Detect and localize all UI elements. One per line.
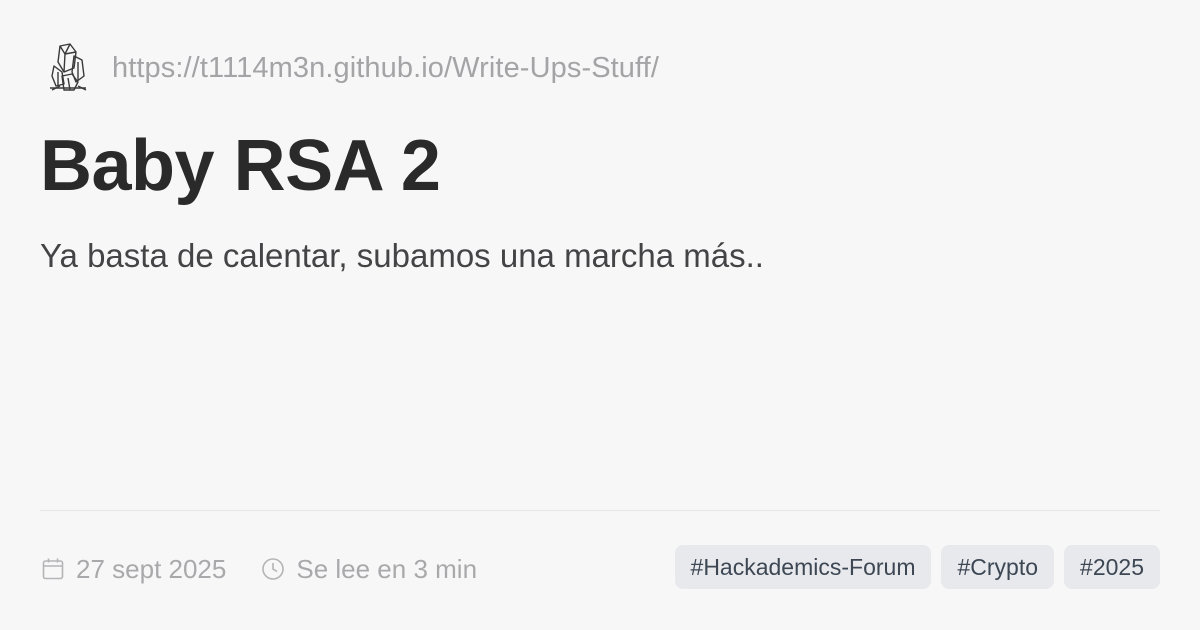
tag-list: [675, 545, 1160, 589]
site-header: [40, 40, 659, 96]
clock-icon: [260, 556, 286, 582]
site-url-link[interactable]: https://t1114m3n.github.io/Write-Ups-Stuff/: [112, 51, 659, 84]
divider: [40, 510, 1160, 511]
post-date-text: 27 sept 2025: [76, 553, 227, 584]
post-description: Ya basta de calentar, subamos una marcha más..: [40, 237, 764, 274]
tag-crypto[interactable]: #Crypto: [941, 545, 1054, 589]
reading-time: [260, 554, 477, 585]
post-date: [40, 554, 226, 585]
reading-time-text: Se lee en 3 min: [296, 553, 478, 584]
crystal-logo-icon[interactable]: [40, 40, 96, 96]
post-title: Baby RSA 2: [40, 126, 441, 206]
tag-hackademics-forum[interactable]: #Hackademics-Forum: [675, 545, 932, 589]
tag-2025[interactable]: #2025: [1064, 545, 1160, 589]
post-meta: [40, 546, 477, 592]
calendar-icon: [40, 556, 66, 582]
